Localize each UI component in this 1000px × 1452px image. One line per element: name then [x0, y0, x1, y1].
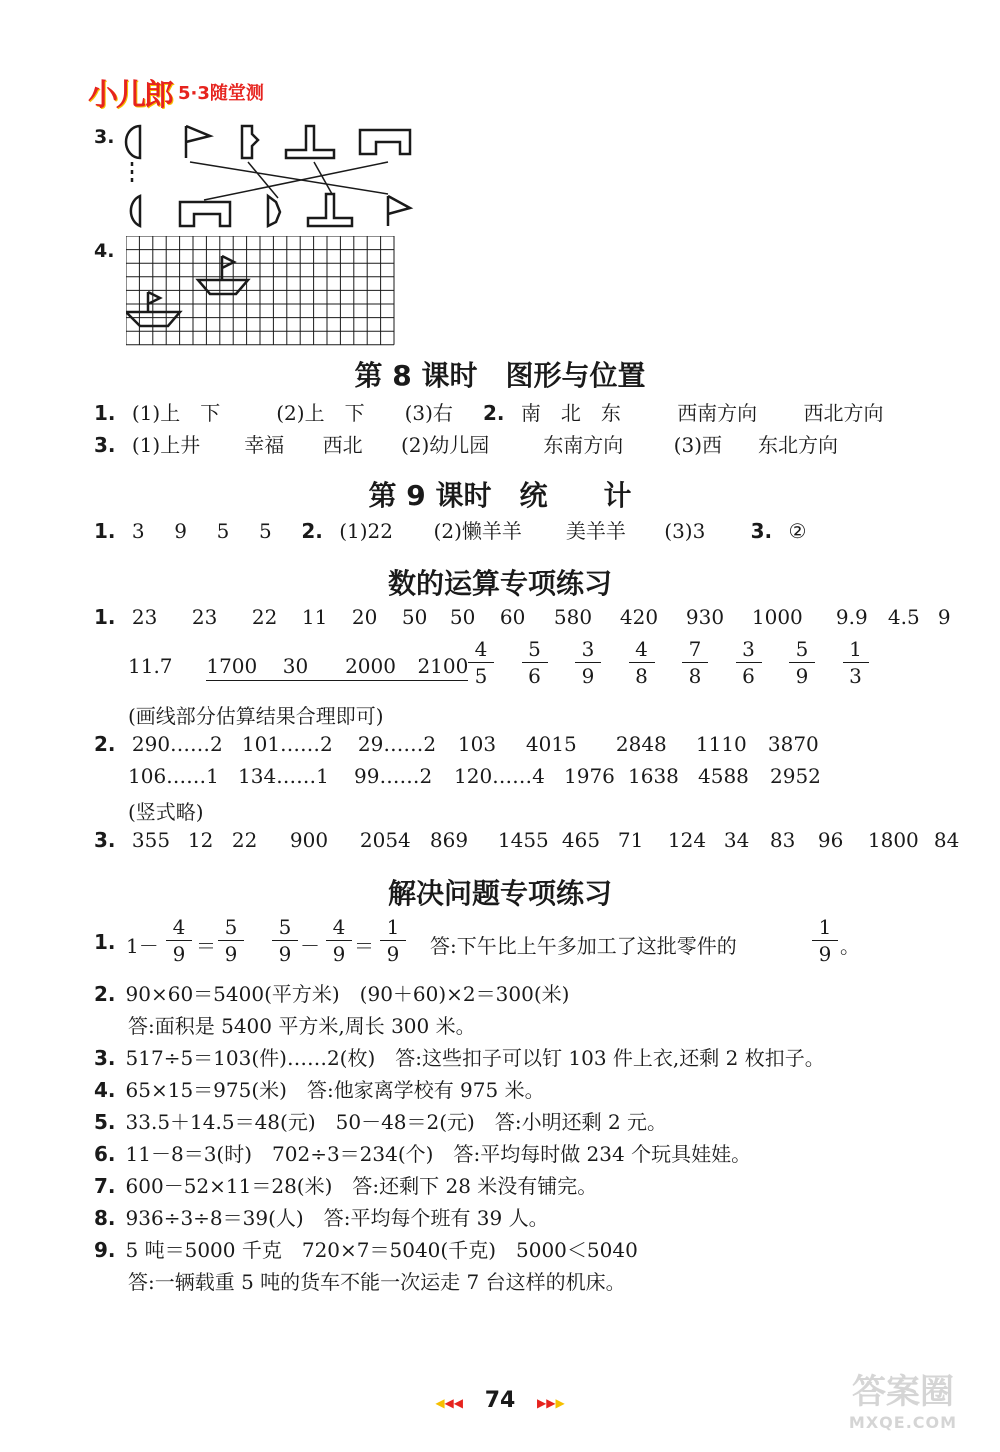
- fraction: $\frac{1}{9}$: [380, 914, 406, 967]
- logo-text: 小儿郎: [88, 78, 172, 113]
- calc-q1-note: (画线部分估算结果合理即可): [128, 704, 384, 728]
- answer-text: 101……2: [241, 732, 333, 756]
- answer-text: 99……2: [354, 764, 433, 788]
- item-number: 5.: [94, 1110, 116, 1134]
- item-number: 3.: [94, 433, 116, 457]
- answer-text: 930: [685, 605, 725, 629]
- solution-text: 33.5＋14.5＝48(元) 50－48＝2(元) 答:小明还剩 2 元。: [125, 1110, 668, 1134]
- calc-q2-row1: [94, 732, 828, 756]
- answer-text: 71: [617, 828, 644, 852]
- answer-text: 580: [553, 605, 593, 629]
- fraction: $\frac{4}{9}$: [166, 914, 192, 967]
- answer-text: (2)上 下: [276, 401, 365, 425]
- equation-text: ＝: [196, 934, 216, 958]
- calc-section-title: 数的运算专项练习: [387, 567, 612, 600]
- solve-line: [94, 1042, 825, 1071]
- item-number: 3.: [750, 519, 773, 543]
- fraction: $\frac{1}{9}$: [812, 914, 838, 967]
- equation-text: ＝: [354, 934, 374, 958]
- answer-text: (1)上井: [131, 433, 201, 457]
- calc-q1-row2: [128, 654, 468, 681]
- item-number: 3.: [94, 828, 116, 852]
- answer-text: 西北: [322, 433, 363, 457]
- answer-text: 2100: [417, 654, 469, 678]
- solve-line: [94, 1138, 751, 1167]
- item-number: 9.: [94, 1238, 116, 1262]
- answer-text: 12: [187, 828, 214, 852]
- answer-text: 120……4: [454, 764, 545, 788]
- item-number: 3.: [94, 1046, 116, 1070]
- answer-text: 1000: [751, 605, 803, 629]
- answer-text: 23: [131, 605, 158, 629]
- answer-text: 134……1: [238, 764, 329, 788]
- matching-figure: [118, 118, 418, 233]
- fraction: $\frac{5}{6}$: [522, 636, 548, 689]
- answer-text: 西南方向: [677, 401, 758, 425]
- solve-q1: [94, 930, 126, 954]
- answer-text: 1110: [695, 732, 747, 756]
- estimate-underline: [206, 654, 468, 681]
- fraction: $\frac{7}{8}$: [682, 636, 708, 689]
- answer-text: 。: [840, 934, 860, 958]
- q4-label: 4.: [94, 240, 115, 262]
- answer-text: 84: [933, 828, 960, 852]
- answer-text: (3)西: [673, 433, 723, 457]
- answer-text: 答:下午比上午多加工了这批零件的: [430, 934, 737, 958]
- item-number: 1.: [94, 605, 116, 629]
- fraction: $\frac{4}{5}$: [468, 636, 494, 689]
- answer-text: 3870: [767, 732, 819, 756]
- answer-text: 106……1: [128, 764, 219, 788]
- answer-text: 1700: [206, 654, 258, 678]
- item-number: 1.: [94, 930, 116, 954]
- answer-text: 西北方向: [803, 401, 884, 425]
- answer-text: 5: [258, 519, 272, 543]
- series-text: 5·3随堂测: [178, 83, 264, 104]
- solve-line: [94, 1234, 638, 1263]
- answer-text: (2)幼儿园: [400, 433, 490, 457]
- item-number: 2.: [94, 732, 116, 756]
- answer-text: 83: [769, 828, 796, 852]
- solve-line: [94, 1170, 597, 1199]
- answer-text: 9: [174, 519, 187, 543]
- answer-text: 3: [131, 519, 145, 543]
- solve-line: [94, 1202, 549, 1231]
- answer-text: 9.9: [835, 605, 868, 629]
- solve-line: [94, 978, 569, 1007]
- answer-text: 60: [499, 605, 526, 629]
- answer-text: 东南方向: [543, 433, 624, 457]
- fraction: $\frac{5}{9}$: [272, 914, 298, 967]
- answer-text: 50: [449, 605, 476, 629]
- fraction: $\frac{4}{9}$: [326, 914, 352, 967]
- answer-text: 4.5: [887, 605, 920, 629]
- answer-text: 南 北 东: [520, 401, 621, 425]
- fraction: $\frac{4}{8}$: [629, 636, 655, 689]
- answer-text: 11: [301, 605, 328, 629]
- answer-text: 美羊羊: [565, 519, 626, 543]
- solution-text: 600－52×11＝28(米) 答:还剩下 28 米没有铺完。: [125, 1174, 598, 1198]
- fraction: $\frac{3}{9}$: [575, 636, 601, 689]
- answer-text: (2)懒羊羊: [433, 519, 522, 543]
- answer-text: 1976: [564, 764, 615, 788]
- solution-text: 11－8＝3(时) 702÷3＝234(个) 答:平均每时做 234 个玩具娃娃。: [125, 1142, 752, 1166]
- watermark: [828, 1364, 978, 1434]
- answer-text: 869: [429, 828, 469, 852]
- brand-logo: [88, 70, 264, 114]
- answer-text: 幸福: [244, 433, 285, 457]
- answer-text: 34: [723, 828, 750, 852]
- solve-section-title: 解决问题专项练习: [387, 877, 612, 910]
- grid-figure: [126, 236, 396, 348]
- answer-text: 1800: [867, 828, 919, 852]
- answer-text: 东北方向: [758, 433, 839, 457]
- item-number: 1.: [94, 519, 116, 543]
- item-number: 7.: [94, 1174, 116, 1198]
- solution-text: 936÷3÷8＝39(人) 答:平均每个班有 39 人。: [125, 1206, 549, 1230]
- solution-text: 5 吨＝5000 千克 720×7＝5040(千克) 5000＜5040: [125, 1238, 638, 1262]
- fraction: $\frac{3}{6}$: [736, 636, 762, 689]
- section-8-title: 第 8 课时 图形与位置: [354, 359, 646, 392]
- sec9-line1: [94, 515, 806, 544]
- answer-text: 5: [216, 519, 230, 543]
- sec8-line1: [94, 397, 884, 426]
- page-number: 74: [484, 1388, 516, 1413]
- answer-text: 2054: [359, 828, 411, 852]
- fraction: $\frac{1}{3}$: [843, 636, 869, 689]
- answer-text: 9: [937, 605, 951, 629]
- answer-text: 2000: [345, 654, 396, 678]
- answer-text: 1455: [497, 828, 549, 852]
- solve-line: [94, 1106, 667, 1135]
- answer-text: 2848: [615, 732, 667, 756]
- item-number: 2.: [94, 982, 116, 1006]
- solve-line: [94, 1074, 545, 1103]
- item-number: 2.: [301, 519, 323, 543]
- answer-text: 900: [289, 828, 329, 852]
- answer-text: 50: [401, 605, 428, 629]
- answer-text: 290……2: [131, 732, 223, 756]
- sec8-line2: [94, 429, 838, 458]
- answer-text: 11.7: [128, 654, 173, 678]
- answer-text: (3)3: [664, 519, 706, 543]
- answer-text: 355: [131, 828, 171, 852]
- section-9-title: 第 9 课时 统 计: [368, 479, 632, 512]
- calc-q2-note: (竖式略): [128, 800, 204, 824]
- solution-text: 答:一辆载重 5 吨的货车不能一次运走 7 台这样的机床。: [128, 1270, 626, 1294]
- answer-text: 22: [231, 828, 258, 852]
- item-number: 6.: [94, 1142, 116, 1166]
- item-number: 2.: [482, 401, 505, 425]
- answer-text: 1638: [628, 764, 679, 788]
- item-number: 4.: [94, 1078, 116, 1102]
- answer-text: 420: [619, 605, 659, 629]
- equation-text: 1－: [126, 934, 159, 958]
- item-number: 8.: [94, 1206, 116, 1230]
- answer-text: 2952: [770, 764, 821, 788]
- answer-text: 103: [457, 732, 497, 756]
- solution-text: 90×60＝5400(平方米) (90＋60)×2＝300(米): [125, 982, 570, 1006]
- solution-text: 65×15＝975(米) 答:他家离学校有 975 米。: [125, 1078, 545, 1102]
- answer-text: 4015: [525, 732, 577, 756]
- answer-text: 22: [251, 605, 278, 629]
- answer-text: (1)22: [339, 519, 393, 543]
- answer-text: (3)右: [404, 401, 453, 425]
- fraction: $\frac{5}{9}$: [218, 914, 244, 967]
- answer-text: 96: [817, 828, 844, 852]
- solve-line: [128, 1266, 626, 1295]
- calc-q2-row2: [128, 764, 830, 788]
- q3-label: 3.: [94, 126, 115, 148]
- answer-text: 4588: [698, 764, 749, 788]
- answer-text: 465: [561, 828, 601, 852]
- fraction: $\frac{5}{9}$: [789, 636, 815, 689]
- solve-line: [128, 1010, 476, 1039]
- watermark-url: MXQE.COM: [848, 1413, 958, 1432]
- answer-text: 20: [351, 605, 378, 629]
- solution-text: 517÷5＝103(件)……2(枚) 答:这些扣子可以钉 103 件上衣,还剩 2 枚扣子。: [125, 1046, 825, 1070]
- solution-text: 答:面积是 5400 平方米,周长 300 米。: [128, 1014, 476, 1038]
- answer-text: 30: [282, 654, 309, 678]
- equation-text: －: [300, 934, 320, 958]
- watermark-main: 答案圈: [852, 1372, 954, 1412]
- answer-text: (1)上 下: [131, 401, 221, 425]
- answer-text: ②: [788, 519, 807, 543]
- answer-text: 29……2: [357, 732, 437, 756]
- calc-q3-row: [94, 828, 960, 852]
- answer-text: 23: [191, 605, 218, 629]
- answer-text: 124: [667, 828, 707, 852]
- item-number: 1.: [94, 401, 116, 425]
- calc-q1-row1: [94, 605, 958, 629]
- page-footer: ◀◀◀ 74 ▶▶▶: [435, 1388, 565, 1413]
